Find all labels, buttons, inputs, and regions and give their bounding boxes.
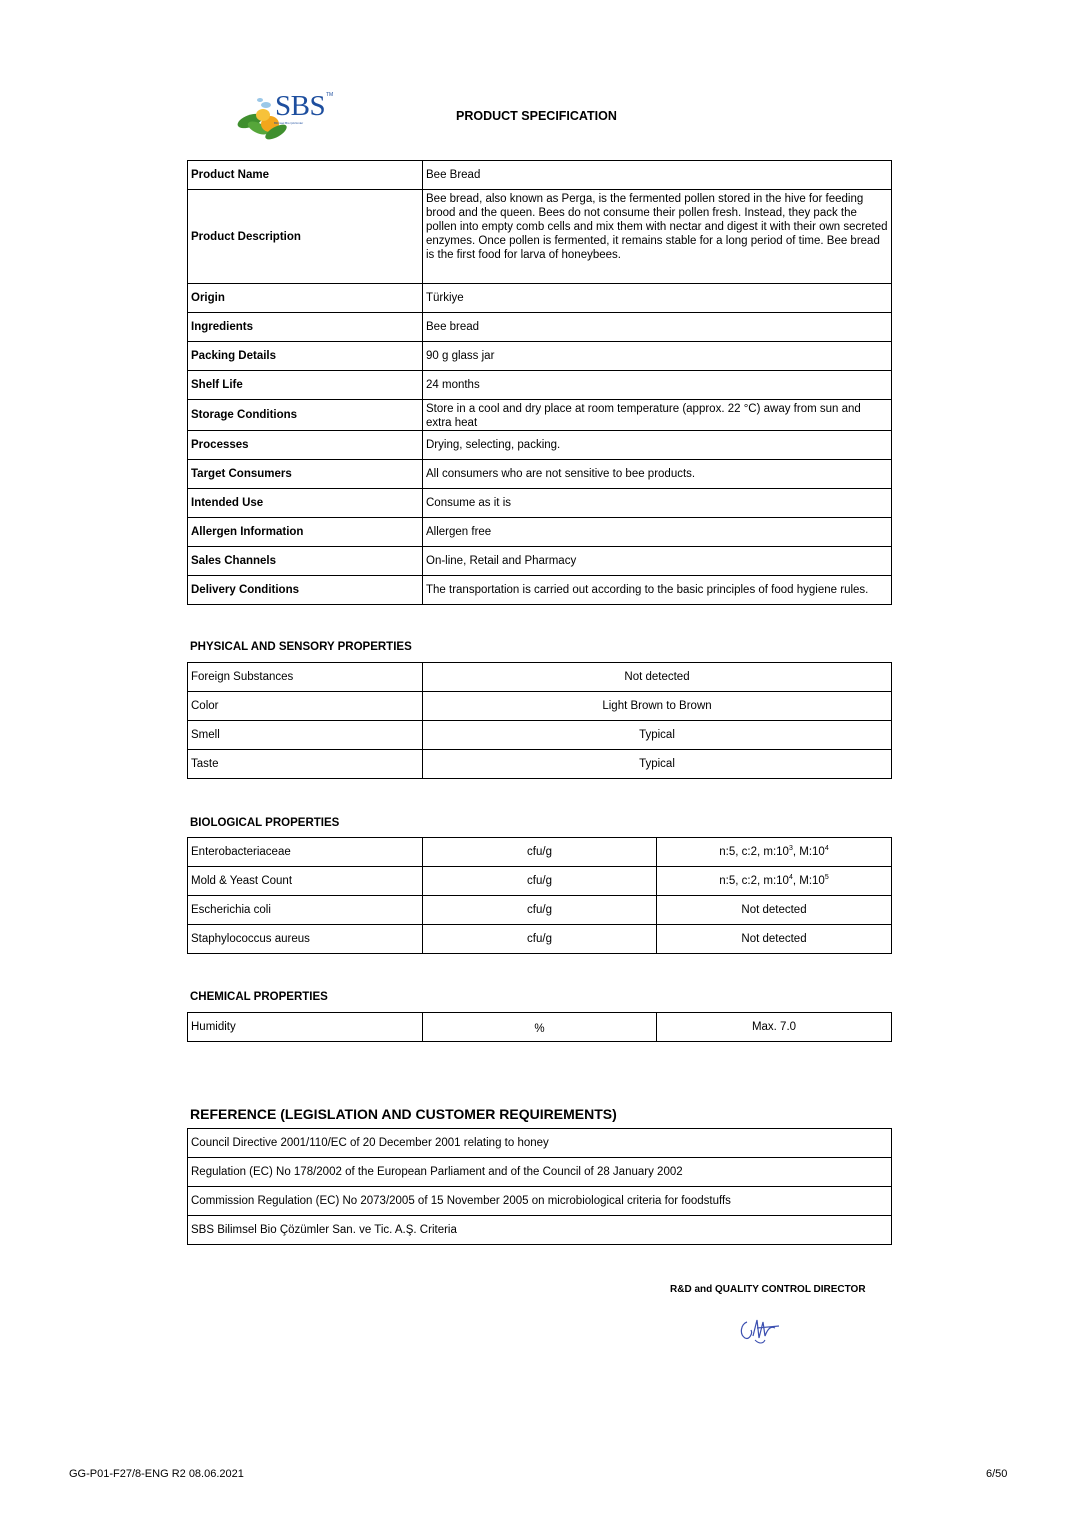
reference-item: Regulation (EC) No 178/2002 of the European Parliament and of the Council of 28 January 2002 (188, 1158, 892, 1187)
logo-trademark: TM (326, 92, 334, 98)
spec-value: The transportation is carried out according to the basic principles of food hygiene rules. (423, 576, 892, 605)
table-row (188, 431, 892, 460)
table-row (188, 867, 892, 896)
spec-label: Target Consumers (188, 460, 423, 489)
table-row (188, 284, 892, 313)
property-value: Light Brown to Brown (423, 692, 892, 721)
property-value: Max. 7.0 (657, 1013, 892, 1042)
table-row (188, 547, 892, 576)
spec-label: Origin (188, 284, 423, 313)
logo-tagline: Bilimsel Bio Çözümler (274, 121, 304, 125)
table-row (188, 925, 892, 954)
table-row (188, 1129, 892, 1158)
physical-heading: PHYSICAL AND SENSORY PROPERTIES (190, 641, 412, 653)
spec-value: On-line, Retail and Pharmacy (423, 547, 892, 576)
spec-label: Intended Use (188, 489, 423, 518)
property-value: Typical (423, 721, 892, 750)
spec-label: Sales Channels (188, 547, 423, 576)
limit-exponent-M: 4 (824, 845, 829, 853)
reference-heading: REFERENCE (LEGISLATION AND CUSTOMER REQUIREMENTS) (190, 1106, 617, 1122)
spec-value: Bee Bread (423, 161, 892, 190)
table-row (188, 342, 892, 371)
property-label: Escherichia coli (188, 896, 423, 925)
reference-item: Commission Regulation (EC) No 2073/2005 of 15 November 2005 on microbiological criteria for foodstuffs (188, 1187, 892, 1216)
table-row (188, 161, 892, 190)
spec-value: Bee bread, also known as Perga, is the fermented pollen stored in the hive for feeding brood and the queen. Bees do not consume their pollen fresh. Instead, they pack the pollen into empty comb cells and mix them with nectar and digest it with their own secreted enzymes. Once pollen is fermented, it remains stable for a long period of time. Bee bread is the first food for larva of honeybees. (423, 190, 892, 284)
logo-text: SBS (275, 90, 326, 122)
limit-exponent-m: 3 (788, 845, 793, 853)
spec-value: Allergen free (423, 518, 892, 547)
limit-exponent-M: 5 (824, 874, 829, 882)
table-row (188, 576, 892, 605)
property-value (657, 838, 892, 867)
spec-value: Store in a cool and dry place at room temperature (approx. 22 °C) away from sun and extra heat (423, 400, 892, 431)
property-value: Not detected (657, 896, 892, 925)
spec-label: Ingredients (188, 313, 423, 342)
limit-text-M: , M:10 (792, 875, 825, 887)
page-title: PRODUCT SPECIFICATION (456, 109, 617, 123)
property-value: Not detected (657, 925, 892, 954)
property-value (657, 867, 892, 896)
table-row (188, 460, 892, 489)
table-row (188, 838, 892, 867)
spec-table (187, 160, 892, 605)
spec-value: 24 months (423, 371, 892, 400)
document-code: GG-P01-F27/8-ENG R2 08.06.2021 (69, 1468, 244, 1480)
property-label: Smell (188, 721, 423, 750)
table-row (188, 750, 892, 779)
spec-label: Product Description (188, 190, 423, 284)
property-label: Taste (188, 750, 423, 779)
property-value: Not detected (423, 663, 892, 692)
spec-value: Consume as it is (423, 489, 892, 518)
property-label: Staphylococcus aureus (188, 925, 423, 954)
table-row (188, 190, 892, 284)
biological-table (187, 837, 892, 954)
table-row (188, 721, 892, 750)
property-unit: cfu/g (423, 896, 657, 925)
reference-item: Council Directive 2001/110/EC of 20 December 2001 relating to honey (188, 1129, 892, 1158)
table-row (188, 663, 892, 692)
company-logo (236, 88, 336, 143)
spec-label: Product Name (188, 161, 423, 190)
table-row (188, 1013, 892, 1042)
biological-heading: BIOLOGICAL PROPERTIES (190, 817, 340, 829)
limit-text: n:5, c:2, m:10 (719, 875, 789, 887)
table-row (188, 489, 892, 518)
reference-item: SBS Bilimsel Bio Çözümler San. ve Tic. A.Ş. Criteria (188, 1216, 892, 1245)
page-number: 6/50 (986, 1468, 1008, 1480)
chemical-table (187, 1012, 892, 1042)
table-row (188, 896, 892, 925)
spec-value: All consumers who are not sensitive to bee products. (423, 460, 892, 489)
limit-exponent-m: 4 (788, 874, 793, 882)
property-unit: cfu/g (423, 867, 657, 896)
spec-label: Delivery Conditions (188, 576, 423, 605)
limit-text: n:5, c:2, m:10 (719, 846, 789, 858)
spec-label: Storage Conditions (188, 400, 423, 431)
physical-table (187, 662, 892, 779)
spec-value: Bee bread (423, 313, 892, 342)
spec-value: Türkiye (423, 284, 892, 313)
table-row (188, 1158, 892, 1187)
table-row (188, 692, 892, 721)
limit-text-M: , M:10 (792, 846, 825, 858)
property-label: Mold & Yeast Count (188, 867, 423, 896)
table-row (188, 1216, 892, 1245)
spec-label: Shelf Life (188, 371, 423, 400)
property-label: Foreign Substances (188, 663, 423, 692)
signatory-title: R&D and QUALITY CONTROL DIRECTOR (670, 1284, 866, 1295)
spec-label: Processes (188, 431, 423, 460)
property-label: Color (188, 692, 423, 721)
spec-value: 90 g glass jar (423, 342, 892, 371)
table-row (188, 313, 892, 342)
spec-label: Allergen Information (188, 518, 423, 547)
chemical-heading: CHEMICAL PROPERTIES (190, 991, 328, 1003)
table-row (188, 1187, 892, 1216)
property-unit: cfu/g (423, 925, 657, 954)
spec-value: Drying, selecting, packing. (423, 431, 892, 460)
property-label: Humidity (188, 1013, 423, 1042)
signature (735, 1310, 797, 1350)
spec-label: Packing Details (188, 342, 423, 371)
reference-table (187, 1128, 892, 1245)
table-row (188, 371, 892, 400)
property-unit: % (423, 1013, 657, 1042)
table-row (188, 400, 892, 431)
property-value: Typical (423, 750, 892, 779)
table-row (188, 518, 892, 547)
property-label: Enterobacteriaceae (188, 838, 423, 867)
property-unit: cfu/g (423, 838, 657, 867)
